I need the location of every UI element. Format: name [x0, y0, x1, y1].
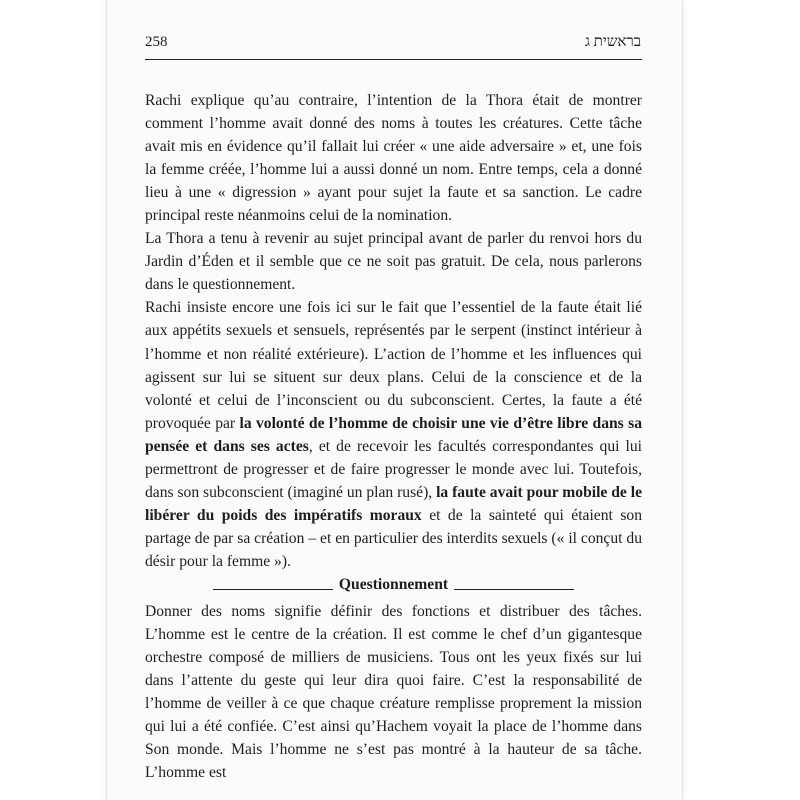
paragraph-2: La Thora a tenu à revenir au sujet principal avant de parler du renvoi hors du Jardin d’Éden et il semble que ce ne soit pas gratuit. De cela, nous parlerons dans le questionnement.	[145, 230, 642, 294]
section-text	[145, 600, 642, 784]
paragraph-3-bold: la volonté de l’homme de choisir une vie d’être libre dans sa pensée et dans ses actes	[145, 414, 643, 455]
header-rule	[145, 59, 642, 60]
page-number: 258	[145, 34, 168, 50]
paragraph-3	[145, 296, 642, 573]
main-text	[145, 89, 642, 573]
heading-rule-left	[213, 588, 333, 590]
paragraph-3-text: Rachi insiste encore une fois ici sur le fait que l’essentiel de la faute était lié aux appétits sexuels et sensuels, représentés par le serpent (instinct intérieur à l’homme et non réalité extérieure). L’action de l’homme et les influences qui agissent sur lui se situent sur deux plans. Celui de la conscience et de la volonté et celui de l’inconscient ou du subconscient. Certes, la faute a été provoquée par	[145, 299, 642, 432]
section-title: Questionnement	[338, 576, 449, 593]
paragraph-3-bold: la faute avait pour mobile de le libérer du poids des impératifs moraux	[145, 483, 642, 524]
book-title: בראשית ג	[584, 34, 641, 50]
paragraph-3-text: , et de recevoir les facultés correspondantes qui lui permettront de progresser et de faire progresser le monde avec lui. Toutefois, dans son subconscient (imaginé un plan rusé),	[145, 437, 643, 501]
section-heading	[145, 576, 642, 594]
section-paragraph-1: Donner des noms signifie définir des fonctions et distribuer des tâches. L’homme est le centre de la création. Il est comme le chef d’un gigantesque orchestre composé de milliers de musiciens. Tous ont les yeux fixés sur lui dans l’attente du geste qui leur dira quoi faire. C’est la responsabilité de l’homme de veiller à ce que chaque créature remplisse proprement la mission qui lui a été confiée. C’est ainsi qu’Hachem voyait la place de l’homme dans Son monde. Mais l’homme ne s’est pas montré à la hauteur de sa tâche. L’homme est	[145, 603, 642, 782]
heading-rule-right	[454, 588, 574, 590]
running-head	[145, 34, 641, 54]
paragraph-3-text: et de la sainteté qui étaient son partage de par sa création – et en particulier des interdits sexuels (« il conçut du désir pour la femme »).	[145, 506, 642, 570]
paragraph-1: Rachi explique qu’au contraire, l’intention de la Thora était de montrer comment l’homme avait donné des noms à toutes les créatures. Cette tâche avait mis en évidence qu’il fallait lui créer « une aide adversaire » et, une fois la femme créée, l’homme lui a aussi donné un nom. Entre temps, cela a donné lieu à une « digression » ayant pour sujet la faute et sa sanction. Le cadre principal reste néanmoins celui de la nomination.	[145, 92, 642, 225]
